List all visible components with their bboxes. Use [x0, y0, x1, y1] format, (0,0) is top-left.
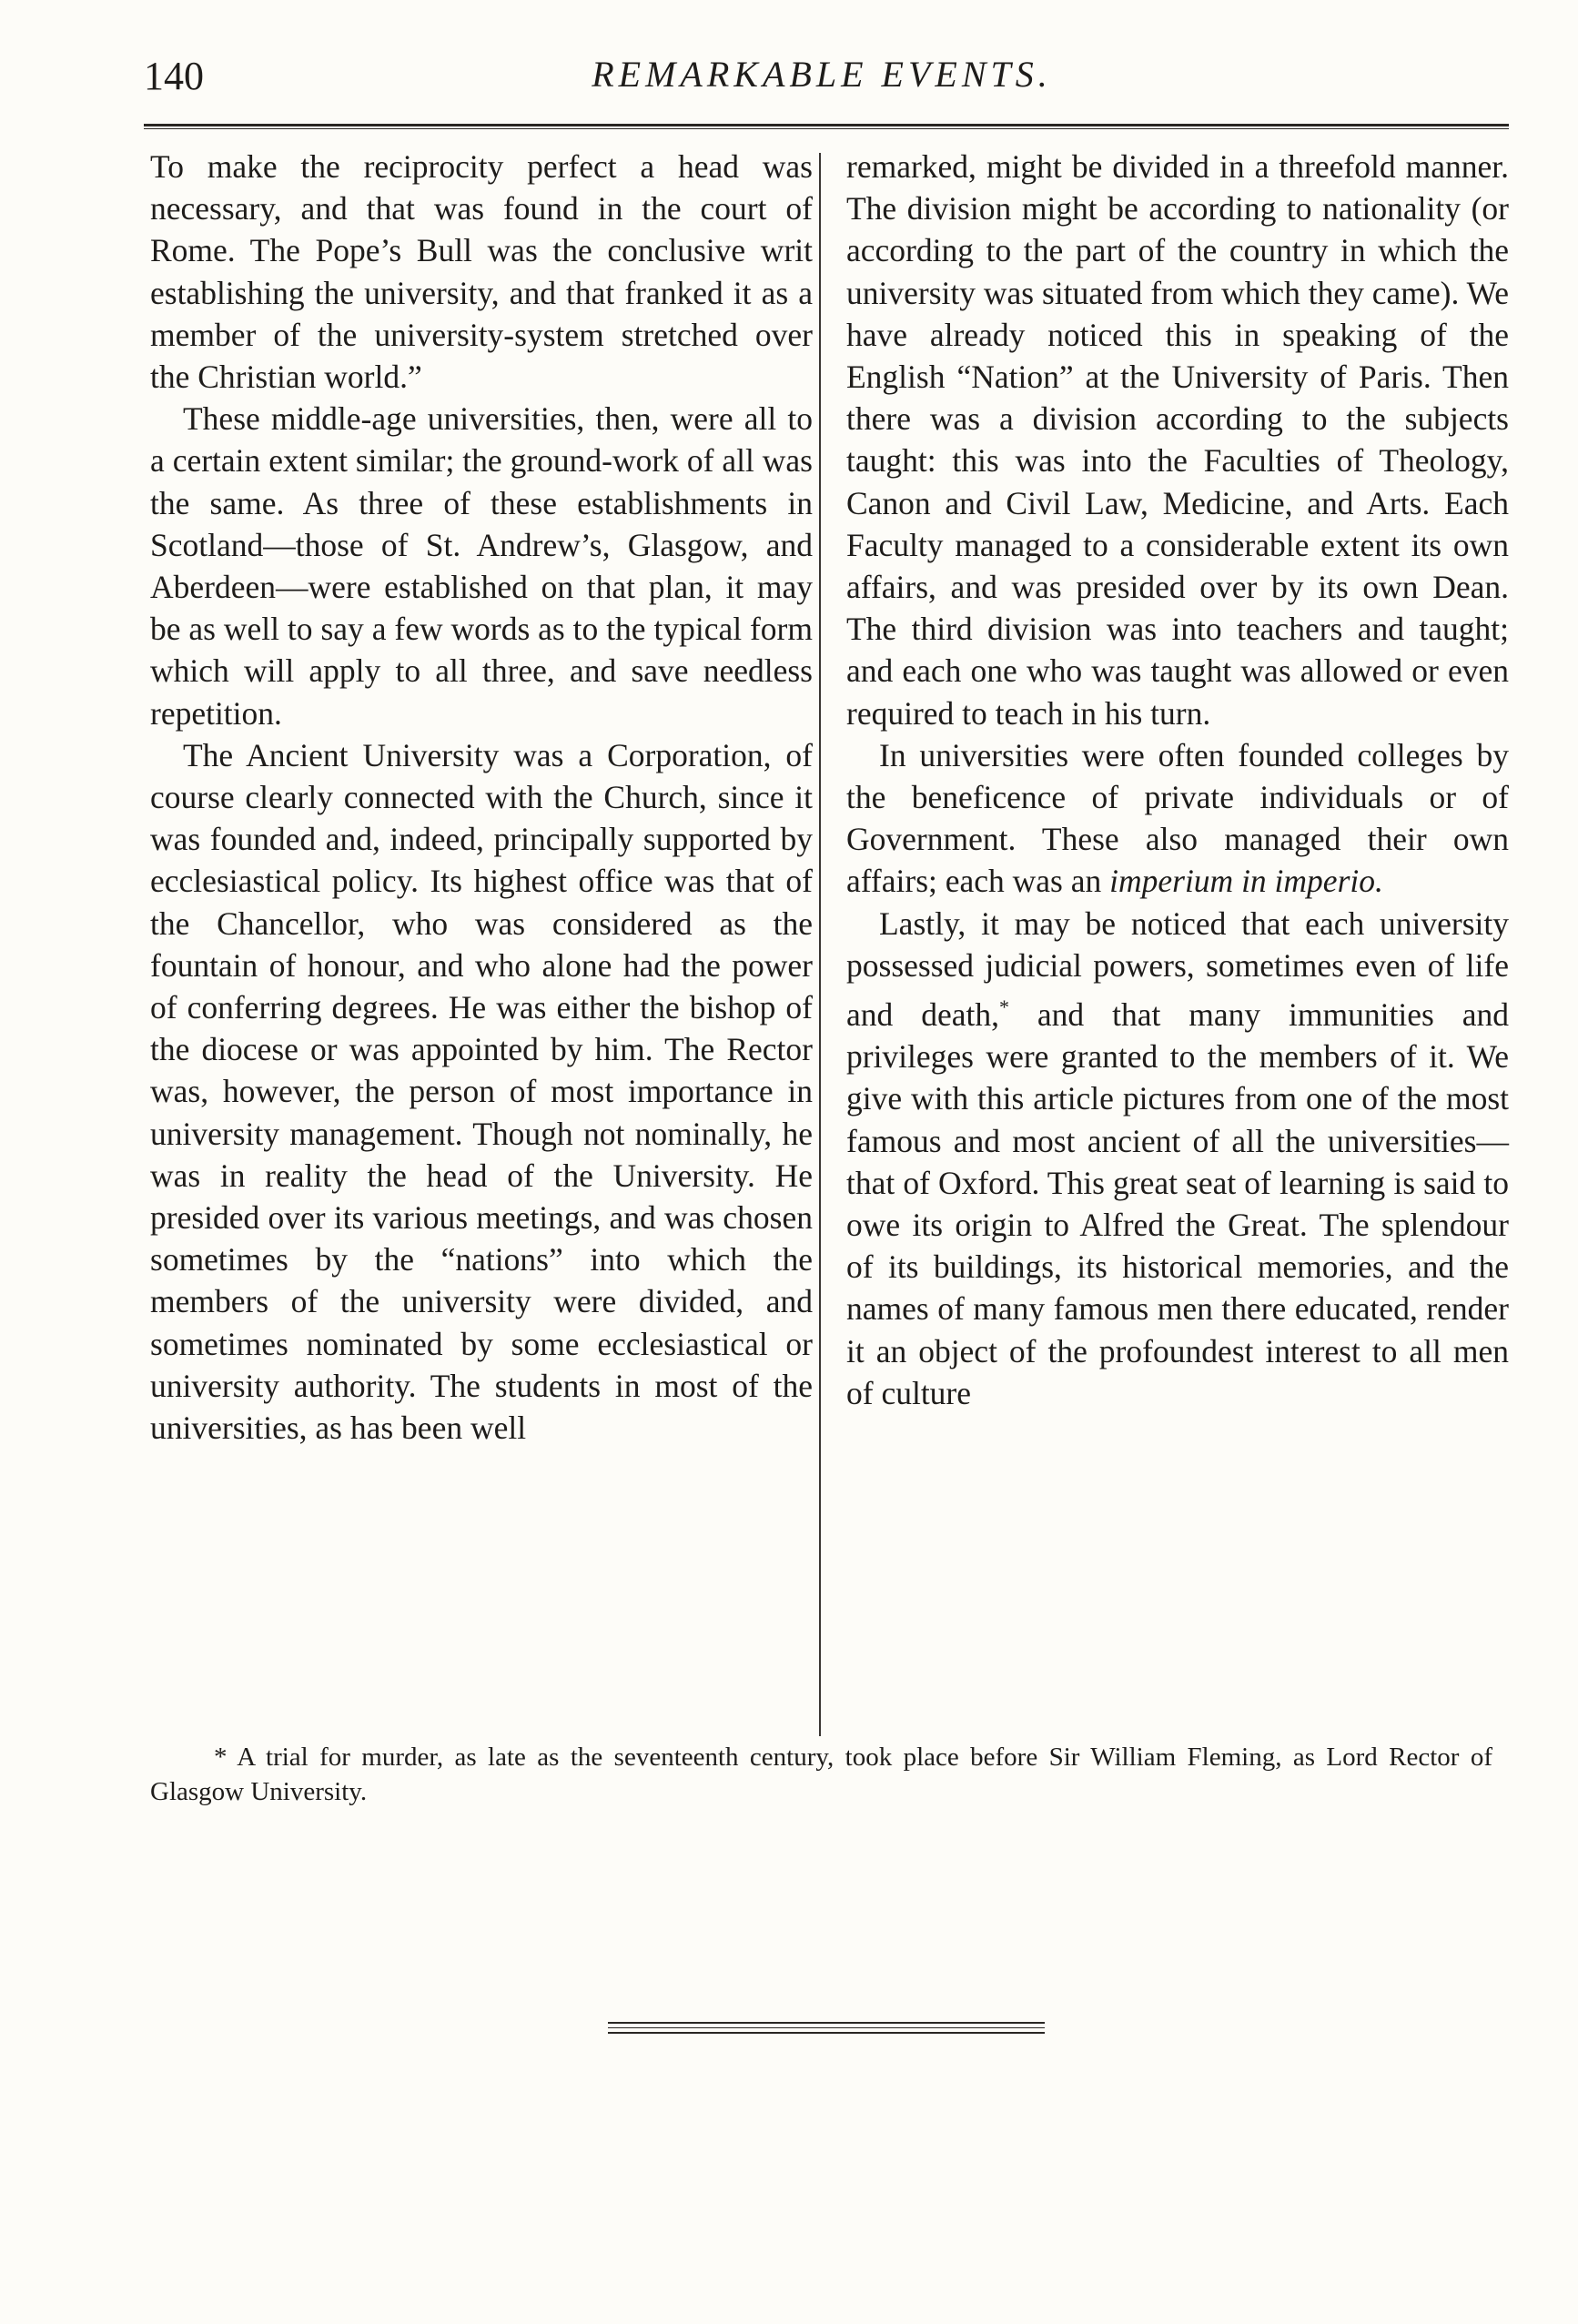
paragraph: The Ancient University was a Corporation, of course clearly connected with the Church, since it was founded and, indeed, principally supported by ecclesiastical policy. Its highest office was that of the Chancellor, who was considered as the fountain of honour, and who alone had the power of conferring degrees. He was either the bishop of the diocese or was appointed by him. The Rector was, however, the person of most importance in university management. Though not nominally, he was in reality the head of the University. He presided over its various meetings, and was chosen sometimes by the “nations” into which the members of the university were divided, and sometimes nominated by some ecclesiastical or university authority. The students in most of the universities, as has been well [150, 736, 813, 1447]
footnote [150, 1740, 1492, 1809]
header-rule-thin [144, 128, 1509, 129]
paragraph-text: Lastly, it may be noticed that each university possessed judicial powers, sometimes even of life and death, [846, 904, 1509, 1033]
paragraph-text: In universities were often founded colleges by the beneficence of private individuals or of Government. These also managed their own affairs; each was an [846, 736, 1509, 900]
running-title: REMARKABLE EVENTS. [592, 54, 1052, 95]
paragraph [846, 903, 1509, 1414]
paragraph: remarked, might be divided in a threefold manner. The division might be according to nationality (or according to the part of the country in which the university was situated from which they came). We have already noticed this in speaking of the English “Nation” at the University of Paris. Then there was a division according to the subjects taught: this was into the Faculties of Theology, Canon and Civil Law, Medicine, and Arts. Each Faculty managed to a considerable extent its own affairs, and was presided over by its own Dean. The third division was into teachers and taught; and each one who was taught was allowed or even required to teach in his turn. [846, 148, 1509, 732]
latin-phrase: imperium in imperio. [1109, 863, 1383, 900]
column-divider [819, 153, 821, 1736]
right-column [846, 146, 1509, 1414]
paragraph: To make the reciprocity perfect a head was necessary, and that was found in the court of Rome. The Pope’s Bull was the conclusive writ establishing the university, and that franked it as a member of the university-system stretched over the Christian world.” [150, 148, 813, 396]
footnote-text: * A trial for murder, as late as the seventeenth century, took place before Sir William Fleming, as Lord Rector of Glasgow University. [150, 1743, 1492, 1806]
paragraph [846, 734, 1509, 903]
end-ornament-rule [608, 2022, 1045, 2033]
paragraph-text: and that many immunities and privileges were granted to the members of it. We give with this article pictures from one of the most famous and most ancient of all the universities—that of Oxford. This great seat of learning is said to owe its origin to Alfred the Great. The splendour of its buildings, its historical memories, and the names of many famous men there educated, render it an object of the profoundest interest to all men of culture [846, 995, 1509, 1411]
footnote-marker[interactable]: * [998, 995, 1009, 1019]
header-rule [144, 124, 1509, 126]
left-column [150, 146, 813, 1449]
paragraph: These middle-age universities, then, were all to a certain extent similar; the ground-work of all was the same. As three of these establishments in Scotland—those of St. Andrew’s, Glasgow, and Aberdeen—were established on that plan, it may be as well to say a few words as to the typical form which will apply to all three, and save needless repetition. [150, 400, 813, 732]
page-number: 140 [144, 54, 204, 98]
page-header [135, 53, 1509, 107]
